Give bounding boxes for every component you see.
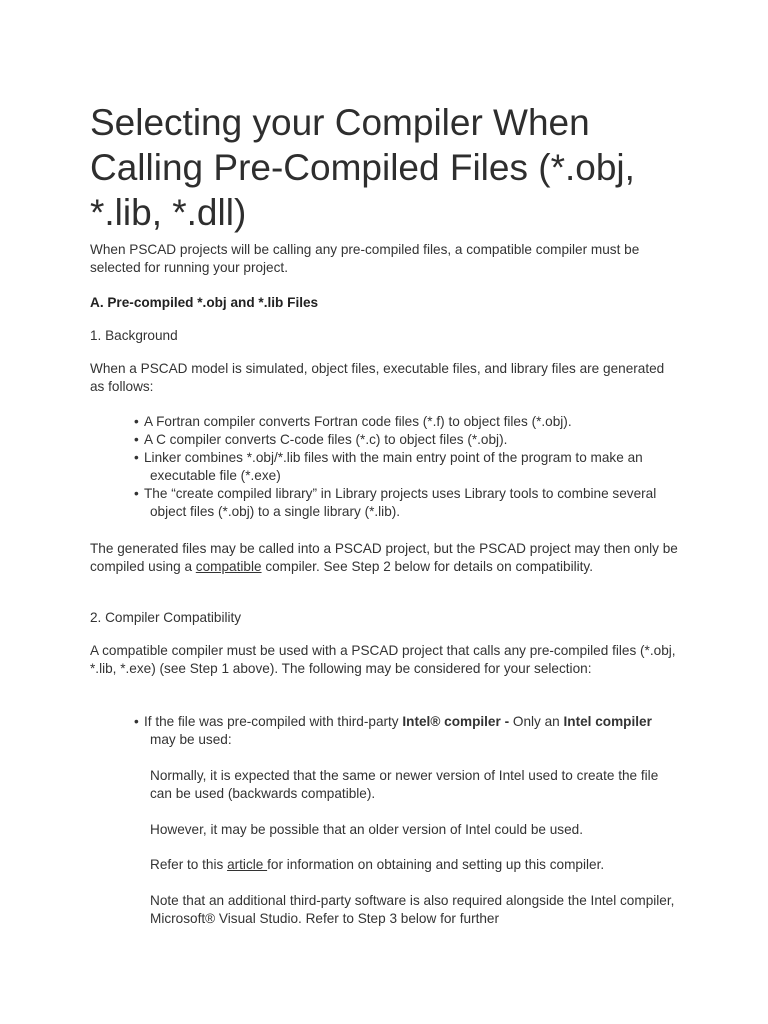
background-heading: 1. Background [90,328,178,343]
compiler-bullet-list [126,713,674,749]
article-link[interactable]: article [227,857,268,872]
page-title: Selecting your Compiler When Calling Pre-Compiled Files (*.obj, *.lib, *.dll) [90,102,635,233]
generated-files-paragraph: The generated files may be called into a PSCAD project, but the PSCAD project may then only be compiled using a compatible compiler. See Step 2 below for details on compatibility. [90,541,678,574]
intel-note-2: However, it may be possible that an older version of Intel could be used. [150,822,583,837]
list-item: • A Fortran compiler converts Fortran code files (*.f) to object files (*.obj). [134,414,572,429]
bullet-icon: • [134,432,139,447]
compatible-link[interactable]: compatible [195,559,262,574]
section-a-heading: A. Pre-compiled *.obj and *.lib Files [90,295,319,310]
background-paragraph: When a PSCAD model is simulated, object files, executable files, and library files are generated as follows: [90,361,665,394]
list-item: • Linker combines *.obj/*.lib files with the main entry point of the program to make an executable file (*.exe) [134,450,643,483]
intel-note-3: Refer to this article for information on obtaining and setting up this compiler. [150,857,605,872]
bullet-icon: • [134,714,139,729]
list-item: • A C compiler converts C-code files (*.c) to object files (*.obj). [134,432,508,447]
list-item: • The “create compiled library” in Library projects uses Library tools to combine several object files (*.obj) to a single library (*.lib). [134,486,657,519]
intel-note-1: Normally, it is expected that the same or newer version of Intel used to create the file can be used (backwards compatible). [150,768,659,801]
bullet-icon: • [134,414,139,429]
compat-paragraph: A compatible compiler must be used with a PSCAD project that calls any pre-compiled files (*.obj, *.lib, *.exe) (see Step 1 above). The following may be considered for your selection: [90,643,676,676]
compat-heading: 2. Compiler Compatibility [90,610,242,625]
bullet-icon: • [134,450,139,465]
bullet-icon: • [134,486,139,501]
intel-note-4: Note that an additional third-party software is also required alongside the Intel compiler, Microsoft® Visual Studio. Refer to Step 3 below for further [150,893,675,926]
generation-bullet-list [126,413,674,521]
list-item: • If the file was pre-compiled with third-party Intel® compiler - Only an Intel compiler may be used: [134,714,652,747]
intro-paragraph: When PSCAD projects will be calling any pre-compiled files, a compatible compiler must be selected for running your project. [90,242,640,275]
